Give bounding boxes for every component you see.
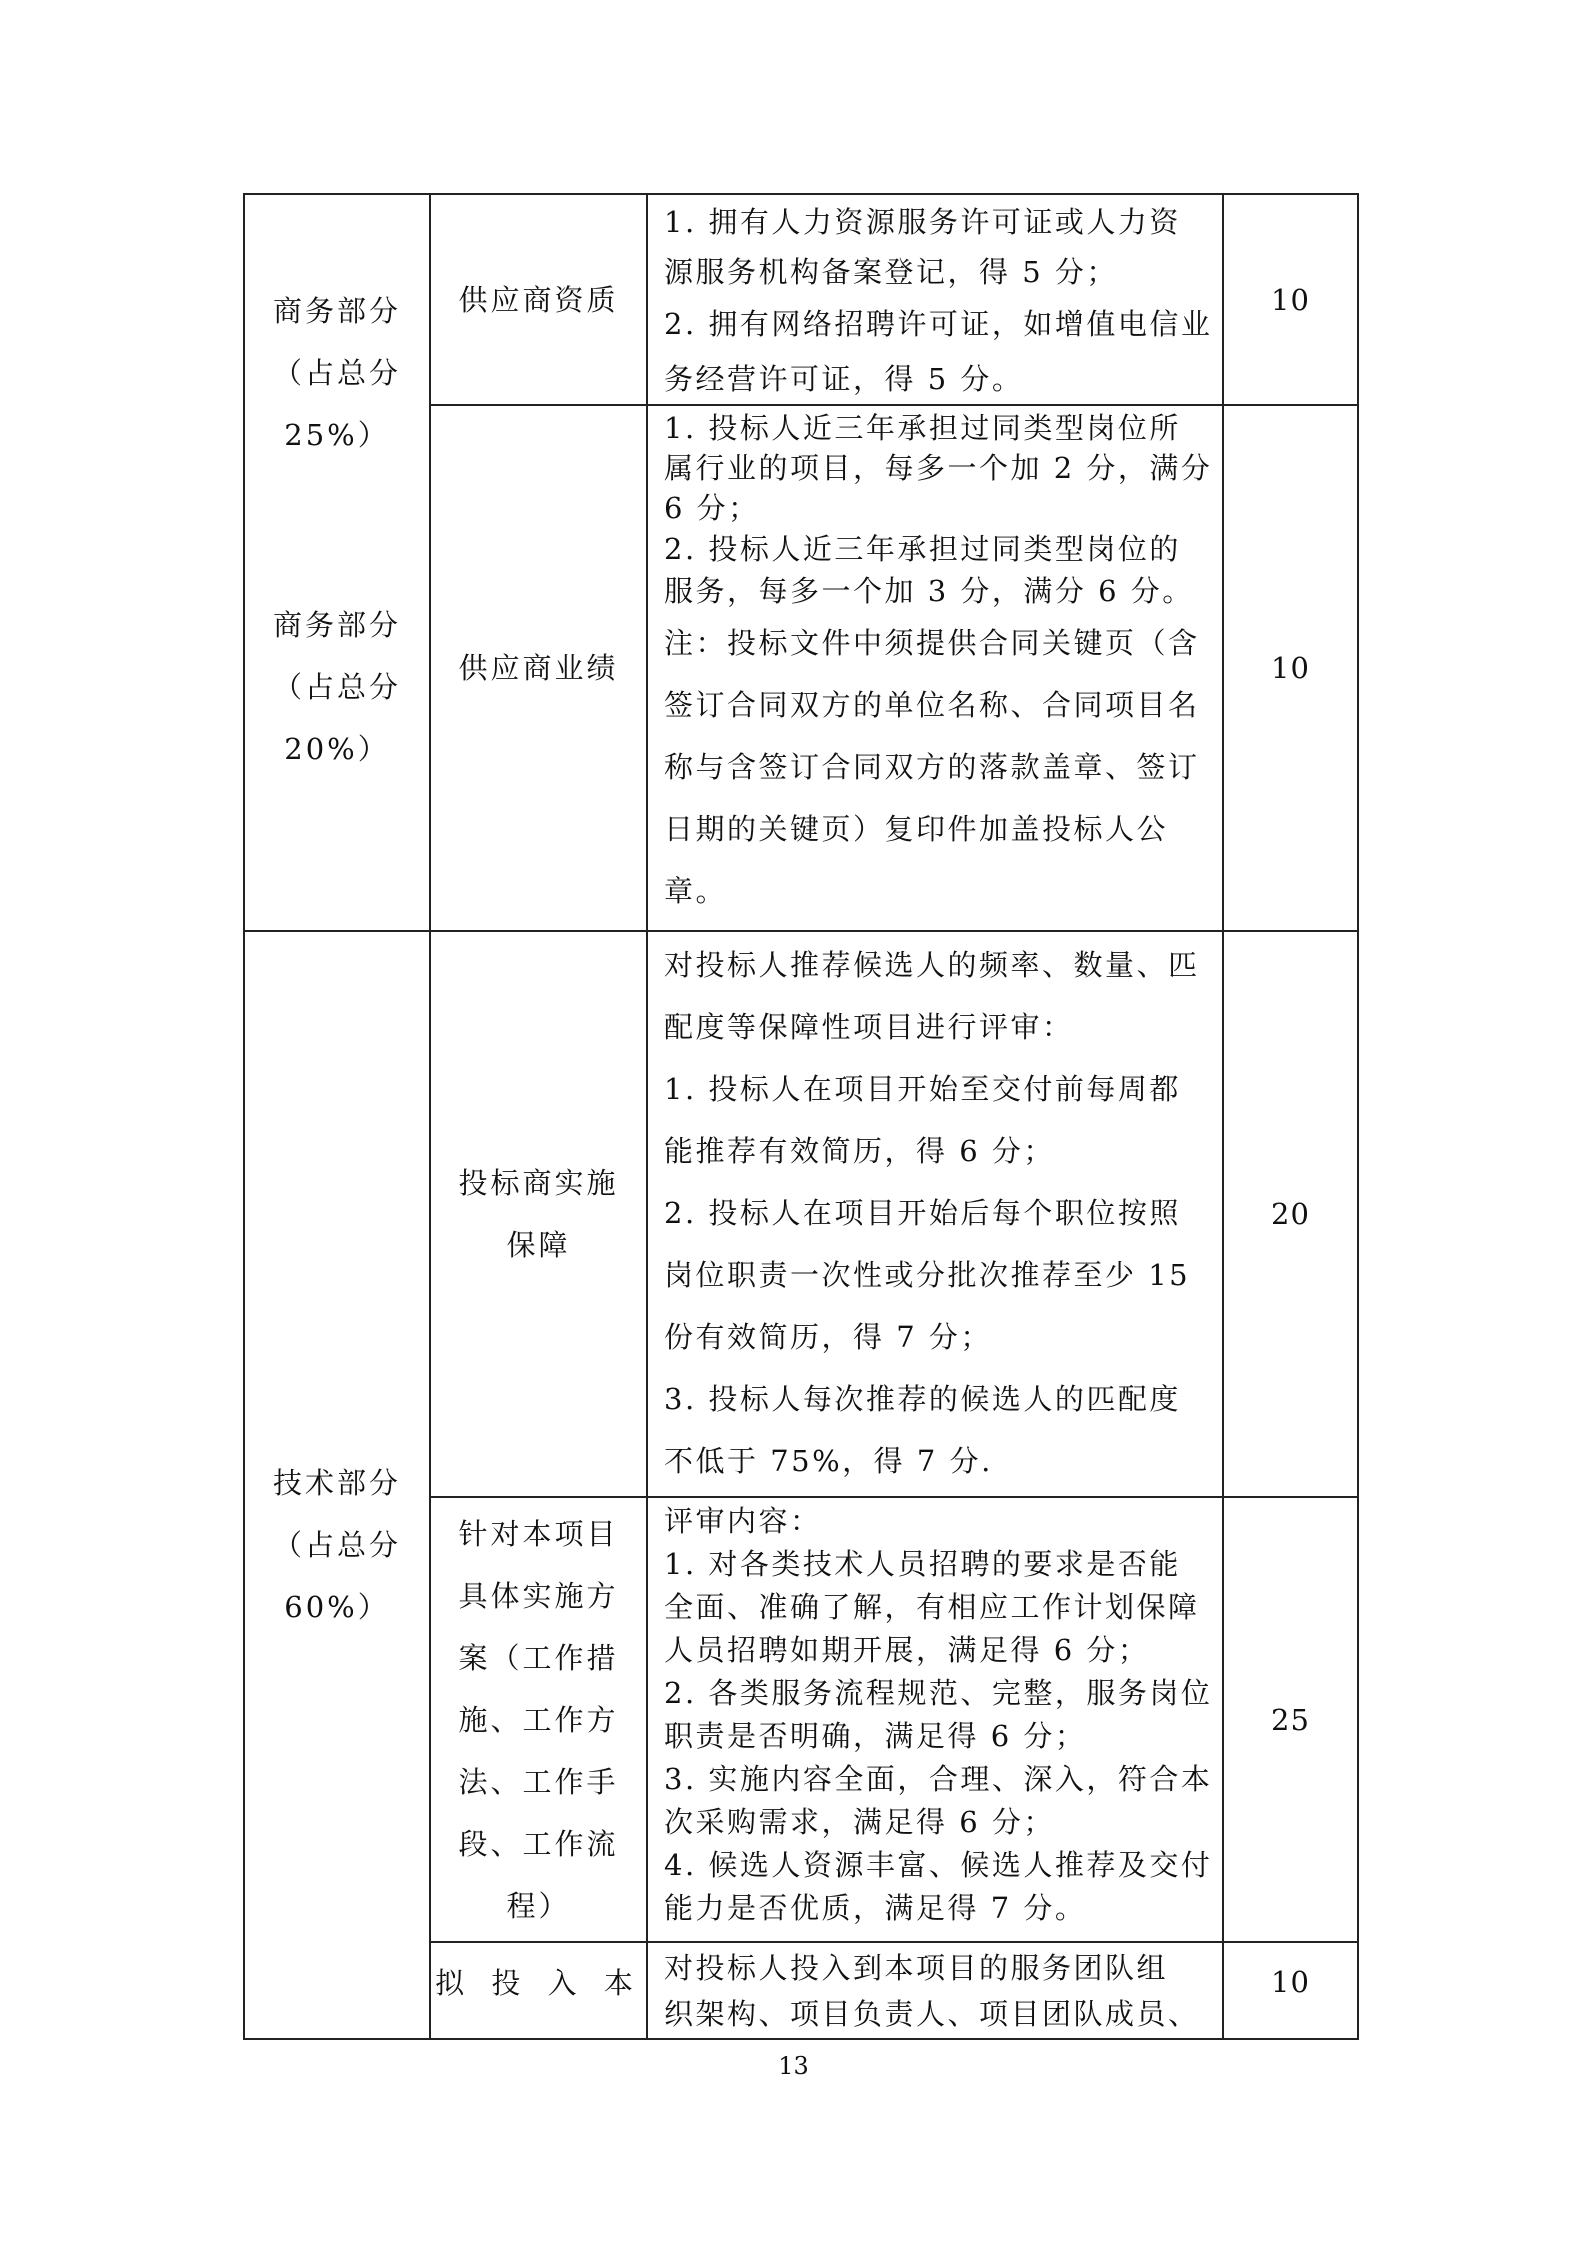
content-line: 2. 投标人在项目开始后每个职位按照 (664, 1196, 1181, 1230)
item-line: 案（工作措 (458, 1640, 619, 1675)
content-line: 织架构、项目负责人、项目团队成员、 (664, 1997, 1200, 2031)
content-line: 人员招聘如期开展，满足得 6 分； (664, 1633, 1150, 1667)
content-line: 2. 拥有网络招聘许可证，如增值电信业 (664, 307, 1213, 341)
content-line: 章。 (664, 874, 728, 908)
content-team (648, 1943, 1222, 2038)
item-line: 施、工作方 (458, 1702, 619, 1737)
content-line: 职责是否明确，满足得 6 分； (664, 1719, 1087, 1753)
score-value: 10 (1271, 282, 1310, 317)
content-line: 全面、准确了解，有相应工作计划保障 (664, 1590, 1200, 1624)
category-business-20 (245, 594, 429, 780)
item-line: 程） (506, 1888, 571, 1923)
category-technical-60 (245, 1452, 429, 1638)
category-business-25 (245, 280, 429, 466)
content-supplier-qualification (648, 195, 1222, 404)
score-supplier-performance (1224, 406, 1357, 930)
table-border-bottom (243, 2038, 1359, 2040)
item-implementation-plan (431, 1498, 646, 1941)
content-line: 注：投标文件中须提供合同关键页（含 (664, 626, 1200, 660)
content-line: 次采购需求，满足得 6 分； (664, 1805, 1055, 1839)
item-line: 供应商资质 (458, 282, 619, 317)
content-supplier-performance (648, 406, 1222, 930)
item-line: 法、工作手 (458, 1764, 619, 1799)
content-line: 1. 投标人近三年承担过同类型岗位所 (664, 411, 1181, 445)
content-line: 1. 投标人在项目开始至交付前每周都 (664, 1072, 1181, 1106)
category-line: （占总分 (272, 1528, 401, 1562)
content-line: 称与含签订合同双方的落款盖章、签订 (664, 750, 1200, 784)
score-team (1224, 1943, 1357, 2038)
content-implementation-plan (648, 1498, 1222, 1941)
content-bidder-guarantee (648, 932, 1222, 1496)
content-line: 2. 各类服务流程规范、完整，服务岗位 (664, 1676, 1213, 1710)
content-line: 评审内容： (664, 1504, 822, 1538)
item-line: 供应商业绩 (458, 651, 619, 685)
item-line: 针对本项目 (458, 1516, 619, 1551)
item-line: 段、工作流 (458, 1826, 619, 1861)
table-border-left (243, 193, 245, 2040)
score-supplier-qualification (1224, 195, 1357, 404)
content-line: 能力是否优质，满足得 7 分。 (664, 1891, 1087, 1925)
content-line: 对投标人投入到本项目的服务团队组 (664, 1951, 1169, 1985)
score-value: 25 (1271, 1702, 1310, 1737)
content-line: 不低于 75%，得 7 分. (664, 1444, 993, 1478)
content-line: 服务，每多一个加 3 分，满分 6 分。 (664, 574, 1194, 608)
score-implementation-plan (1224, 1498, 1357, 1941)
table-border-right (1357, 193, 1359, 2040)
item-supplier-qualification (431, 195, 646, 404)
score-value: 10 (1271, 1965, 1310, 1999)
content-line: 3. 实施内容全面，合理、深入，符合本 (664, 1762, 1213, 1796)
content-line: 源服务机构备案登记，得 5 分； (664, 255, 1118, 289)
score-value: 20 (1271, 1197, 1310, 1231)
content-line: 签订合同双方的单位名称、合同项目名 (664, 688, 1200, 722)
content-line: 岗位职责一次性或分批次推荐至少 15 (664, 1258, 1191, 1292)
content-line: 2. 投标人近三年承担过同类型岗位的 (664, 532, 1181, 566)
page-number: 13 (778, 2052, 809, 2080)
content-line: 1. 对各类技术人员招聘的要求是否能 (664, 1547, 1181, 1581)
item-line: 拟 投 入 本 (435, 1966, 642, 2000)
item-line: 投标商实施 (458, 1166, 619, 1200)
category-line: 25%） (284, 418, 390, 452)
item-line: 具体实施方 (458, 1578, 619, 1613)
content-line: 1. 拥有人力资源服务许可证或人力资 (664, 205, 1181, 239)
category-line: （占总分 (272, 670, 401, 704)
content-line: 日期的关键页）复印件加盖投标人公 (664, 812, 1169, 846)
item-bidder-guarantee (431, 932, 646, 1496)
content-line: 配度等保障性项目进行评审： (664, 1010, 1074, 1044)
content-line: 务经营许可证，得 5 分。 (664, 362, 1024, 396)
category-line: 商务部分 (272, 294, 401, 328)
content-line: 属行业的项目，每多一个加 2 分，满分 (664, 451, 1213, 485)
content-line: 能推荐有效简历，得 6 分； (664, 1134, 1055, 1168)
category-line: 商务部分 (272, 608, 401, 642)
item-line: 保障 (506, 1228, 571, 1262)
score-bidder-guarantee (1224, 932, 1357, 1496)
score-value: 10 (1271, 651, 1310, 685)
content-line: 3. 投标人每次推荐的候选人的匹配度 (664, 1382, 1181, 1416)
category-line: （占总分 (272, 356, 401, 390)
category-line: 60%） (284, 1590, 390, 1624)
content-line: 份有效简历，得 7 分； (664, 1320, 992, 1354)
category-line: 20%） (284, 732, 390, 766)
item-team (431, 1943, 646, 2038)
content-line: 6 分； (664, 491, 760, 525)
content-line: 对投标人推荐候选人的频率、数量、匹 (664, 948, 1200, 982)
item-supplier-performance (431, 406, 646, 930)
category-line: 技术部分 (272, 1466, 401, 1500)
content-line: 4. 候选人资源丰富、候选人推荐及交付 (664, 1848, 1213, 1882)
